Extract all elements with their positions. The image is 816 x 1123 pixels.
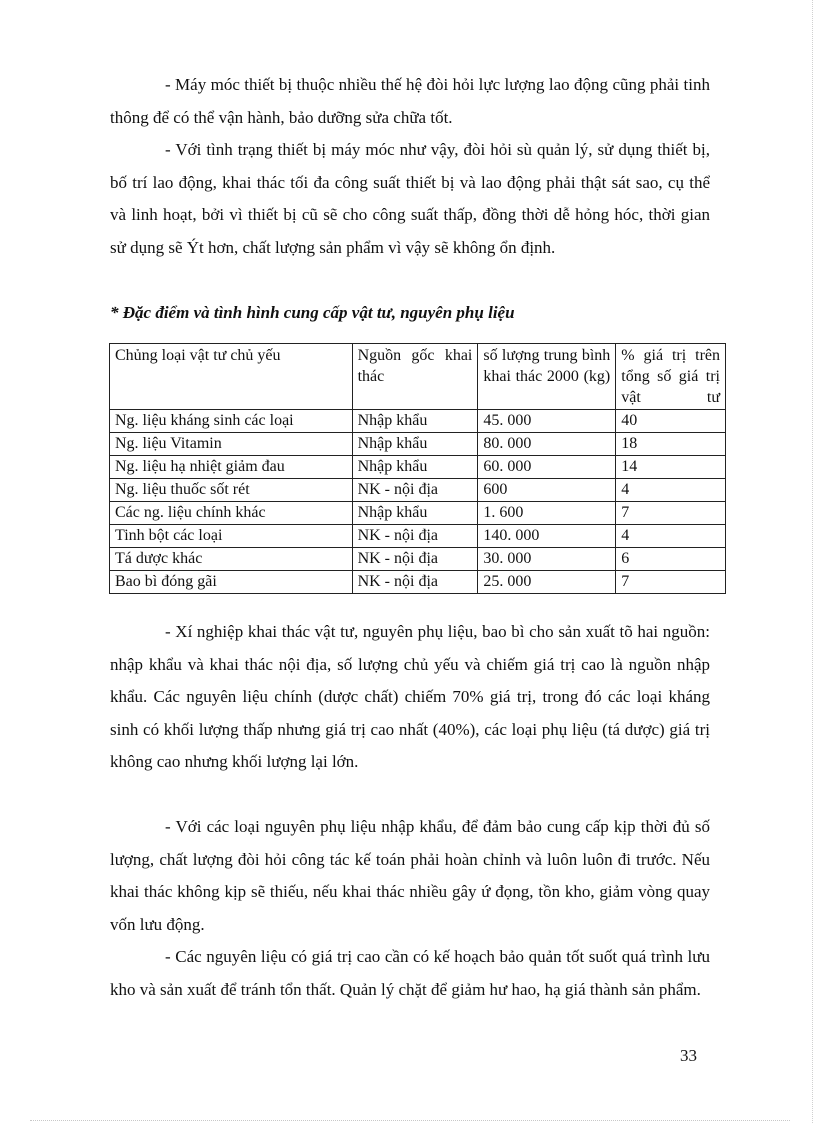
cell-material: Ng. liệu thuốc sốt rét: [110, 479, 353, 502]
paragraph-equipment-management: - Với tình trạng thiết bị máy móc như vậy, đòi hỏi sù quản lý, sử dụng thiết bị, bố trí lao động, khai thác tối đa công suất thiết bị và lao động phải thật sát sao, cụ thể và linh hoạt, bởi vì thiết bị cũ sẽ cho công suất thấp, đồng thời dễ hỏng hóc, thời gian sử dụng sẽ Ýt hơn, chất lượng sản phẩm vì vậy sẽ không ổn định.: [110, 140, 710, 257]
cell-source: Nhập khẩu: [352, 410, 478, 433]
cell-quantity: 80. 000: [478, 433, 616, 456]
table-row: [110, 456, 726, 479]
cell-material: Bao bì đóng gãi: [110, 571, 353, 594]
cell-source: NK - nội địa: [352, 525, 478, 548]
header-material-type: Chủng loại vật tư chủ yếu: [110, 344, 353, 410]
cell-percent: 6: [616, 548, 726, 571]
cell-source: Nhập khẩu: [352, 502, 478, 525]
cell-material: Các ng. liệu chính khác: [110, 502, 353, 525]
cell-source: NK - nội địa: [352, 571, 478, 594]
cell-percent: 4: [616, 479, 726, 502]
cell-quantity: 45. 000: [478, 410, 616, 433]
paragraph-equipment-skills: - Máy móc thiết bị thuộc nhiều thế hệ đòi hỏi lực lượng lao động cũng phải tinh thông để có thể vận hành, bảo dưỡng sửa chữa tốt.: [110, 75, 710, 127]
cell-source: NK - nội địa: [352, 479, 478, 502]
page-number: 33: [680, 1046, 697, 1065]
cell-quantity: 30. 000: [478, 548, 616, 571]
cell-quantity: 60. 000: [478, 456, 616, 479]
cell-material: Tá dược khác: [110, 548, 353, 571]
cell-percent: 40: [616, 410, 726, 433]
table-row: [110, 410, 726, 433]
cell-percent: 14: [616, 456, 726, 479]
cell-percent: 18: [616, 433, 726, 456]
cell-source: Nhập khẩu: [352, 456, 478, 479]
table-header-row: [110, 344, 726, 410]
paragraph-storage: - Các nguyên liệu có giá trị cao cần có kế hoạch bảo quản tốt suốt quá trình lưu kho và sản xuất để tránh tổn thất. Quản lý chặt để giảm hư hao, hạ giá thành sản phẩm.: [110, 947, 710, 999]
table-row: [110, 502, 726, 525]
table-row: [110, 433, 726, 456]
cell-percent: 4: [616, 525, 726, 548]
cell-material: Ng. liệu kháng sinh các loại: [110, 410, 353, 433]
cell-material: Tinh bột các loại: [110, 525, 353, 548]
cell-quantity: 600: [478, 479, 616, 502]
header-source: Nguồn gốc khai thác: [352, 344, 478, 410]
header-value-percent: % giá trị trên tổng số giá trị vật tư: [616, 344, 726, 410]
cell-material: Ng. liệu Vitamin: [110, 433, 353, 456]
cell-quantity: 140. 000: [478, 525, 616, 548]
header-quantity: số lượng trung bình khai thác 2000 (kg): [478, 344, 616, 410]
cell-percent: 7: [616, 502, 726, 525]
cell-quantity: 25. 000: [478, 571, 616, 594]
cell-quantity: 1. 600: [478, 502, 616, 525]
section-heading: * Đặc điểm và tình hình cung cấp vật tư, nguyên phụ liệu: [110, 303, 515, 322]
cell-material: Ng. liệu hạ nhiệt giảm đau: [110, 456, 353, 479]
materials-table: [109, 343, 726, 594]
table-row: [110, 479, 726, 502]
table-row: [110, 571, 726, 594]
paragraph-import-timing: - Với các loại nguyên phụ liệu nhập khẩu, để đảm bảo cung cấp kịp thời đủ số lượng, chất lượng đòi hỏi công tác kế toán phải hoàn chỉnh và luôn luôn đi trước. Nếu khai thác không kịp sẽ thiếu, nếu khai thác nhiều gây ứ đọng, tồn kho, giảm vòng quay vốn lưu động.: [110, 817, 710, 934]
paragraph-supply-sources: - Xí nghiệp khai thác vật tư, nguyên phụ liệu, bao bì cho sản xuất tõ hai nguồn: nhập khẩu và khai thác nội địa, số lượng chủ yếu và chiếm giá trị cao là nguồn nhập khẩu. Các nguyên liệu chính (dược chất) chiếm 70% giá trị, trong đó các loại kháng sinh có khối lượng thấp nhưng giá trị cao nhất (40%), các loại phụ liệu (tá dược) giá trị không cao nhưng khối lượng lại lớn.: [110, 622, 710, 772]
table-row: [110, 525, 726, 548]
footer-divider: [30, 1120, 790, 1121]
cell-source: Nhập khẩu: [352, 433, 478, 456]
table-row: [110, 548, 726, 571]
cell-percent: 7: [616, 571, 726, 594]
page-edge-divider: [812, 0, 813, 1123]
cell-source: NK - nội địa: [352, 548, 478, 571]
